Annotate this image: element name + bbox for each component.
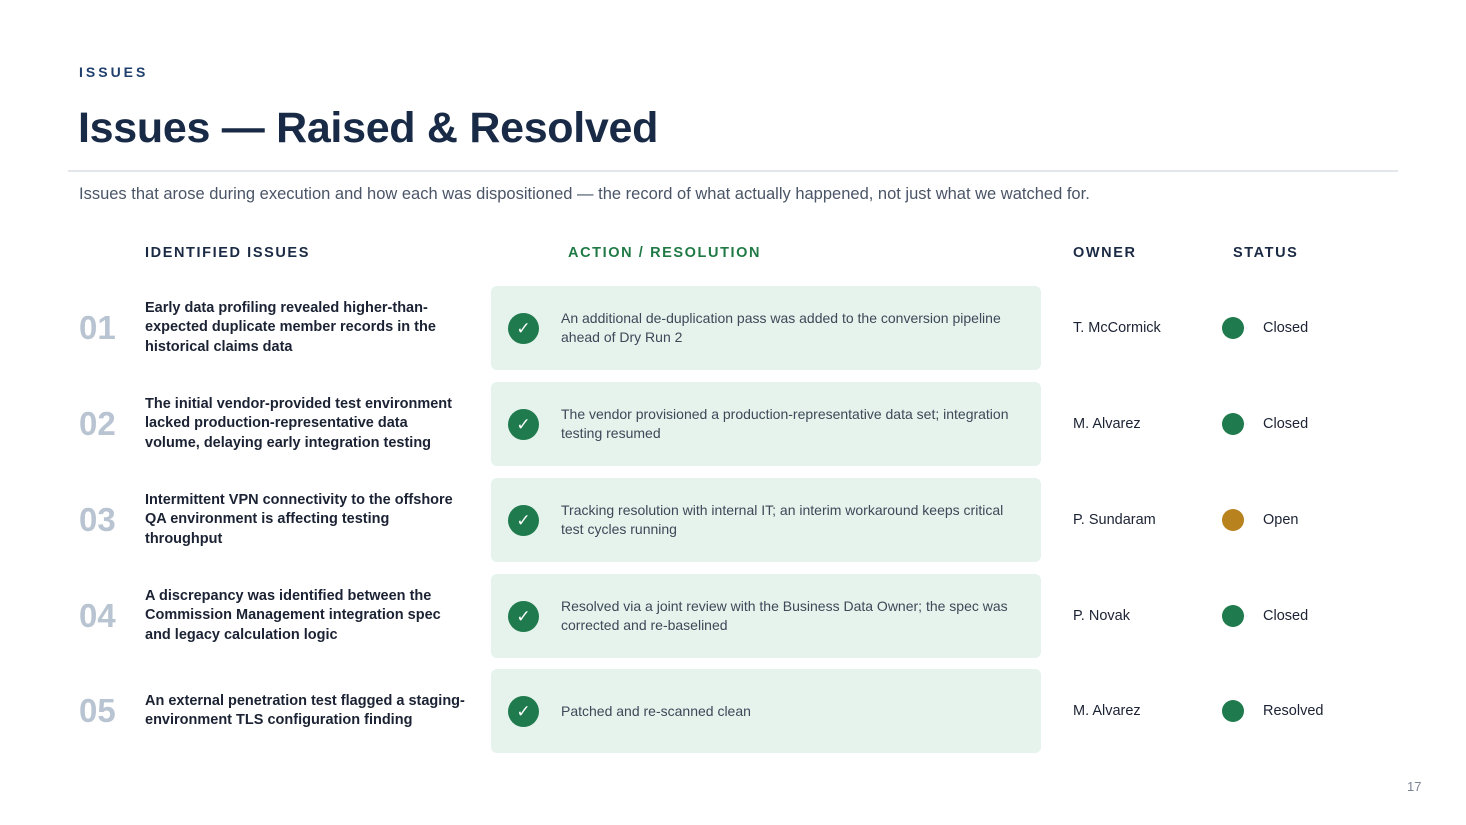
owner-name: M. Alvarez bbox=[1073, 703, 1141, 719]
resolution-text: The vendor provisioned a production-representative data set; integration testing resumed bbox=[561, 406, 1009, 441]
issue-row bbox=[0, 478, 1466, 562]
owner-name: T. McCormick bbox=[1073, 320, 1161, 336]
status-label: Open bbox=[1263, 512, 1299, 528]
status-dot-icon bbox=[1222, 317, 1244, 339]
issue-number: 03 bbox=[79, 501, 116, 538]
status-dot-icon bbox=[1222, 605, 1244, 627]
issue-row bbox=[0, 382, 1466, 466]
owner-name: M. Alvarez bbox=[1073, 416, 1141, 432]
issue-number: 05 bbox=[79, 692, 116, 729]
resolution-text: Tracking resolution with internal IT; an interim workaround keeps critical test cycles running bbox=[561, 502, 1004, 537]
resolution-card bbox=[491, 286, 1041, 370]
status-dot-icon bbox=[1222, 413, 1244, 435]
issue-description: The initial vendor-provided test environment lacked production-representative data volume, delaying early integration testing bbox=[145, 395, 452, 451]
check-icon: ✓ bbox=[508, 505, 539, 536]
issue-number: 02 bbox=[79, 405, 116, 442]
title-divider bbox=[68, 170, 1398, 172]
resolution-card bbox=[491, 478, 1041, 562]
check-icon: ✓ bbox=[508, 696, 539, 727]
issue-description: Intermittent VPN connectivity to the offshore QA environment is affecting testing throughput bbox=[145, 491, 453, 547]
issue-description: Early data profiling revealed higher-than-expected duplicate member records in the historical claims data bbox=[145, 299, 436, 355]
issue-number: 01 bbox=[79, 309, 116, 346]
resolution-card bbox=[491, 669, 1041, 753]
page-title: Issues — Raised & Resolved bbox=[78, 104, 659, 152]
owner-name: P. Novak bbox=[1073, 608, 1130, 624]
resolution-text: An additional de-duplication pass was added to the conversion pipeline ahead of Dry Run 2 bbox=[561, 310, 1001, 345]
column-header-action: ACTION / RESOLUTION bbox=[568, 245, 762, 261]
issue-row bbox=[0, 574, 1466, 658]
page-subtitle: Issues that arose during execution and how each was dispositioned — the record of what actually happened, not just what we watched for. bbox=[79, 185, 1090, 203]
status-label: Closed bbox=[1263, 416, 1309, 432]
issue-number: 04 bbox=[79, 597, 116, 634]
resolution-card bbox=[491, 382, 1041, 466]
column-header-status: STATUS bbox=[1233, 245, 1299, 261]
issue-description: A discrepancy was identified between the Commission Management integration spec and legacy calculation logic bbox=[145, 587, 441, 643]
eyebrow-label: ISSUES bbox=[79, 64, 149, 80]
resolution-card bbox=[491, 574, 1041, 658]
issue-row bbox=[0, 669, 1466, 753]
status-label: Closed bbox=[1263, 608, 1309, 624]
status-dot-icon bbox=[1222, 509, 1244, 531]
status-label: Resolved bbox=[1263, 703, 1324, 719]
owner-name: P. Sundaram bbox=[1073, 512, 1156, 528]
column-header-issues: IDENTIFIED ISSUES bbox=[145, 245, 310, 261]
resolution-text: Patched and re-scanned clean bbox=[561, 702, 751, 719]
page-number: 17 bbox=[1407, 779, 1422, 794]
status-label: Closed bbox=[1263, 320, 1309, 336]
issue-row bbox=[0, 286, 1466, 370]
check-icon: ✓ bbox=[508, 409, 539, 440]
issue-description: An external penetration test flagged a staging-environment TLS configuration finding bbox=[145, 692, 465, 728]
check-icon: ✓ bbox=[508, 601, 539, 632]
check-icon: ✓ bbox=[508, 313, 539, 344]
column-header-owner: OWNER bbox=[1073, 245, 1137, 261]
status-dot-icon bbox=[1222, 700, 1244, 722]
resolution-text: Resolved via a joint review with the Business Data Owner; the spec was corrected and re-baselined bbox=[561, 598, 1008, 633]
